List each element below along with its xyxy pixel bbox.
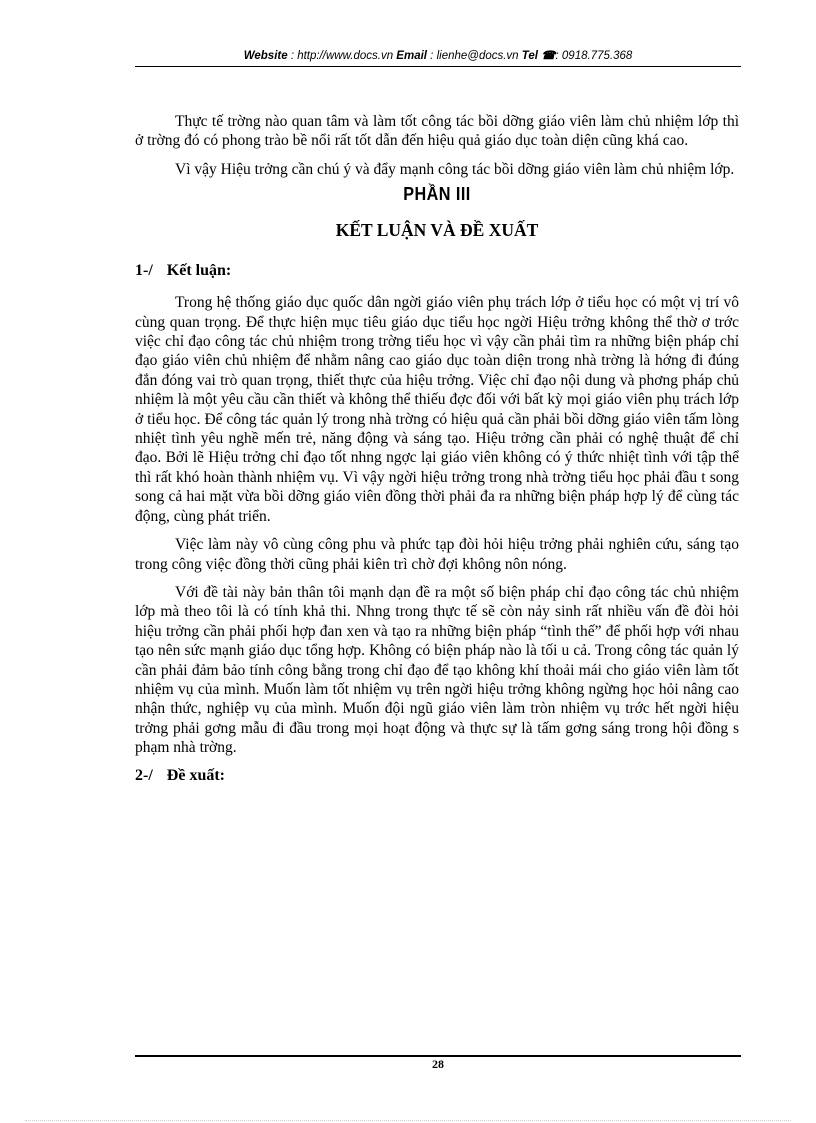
conclusion-paragraph-2: Việc làm này vô cùng công phu và phức tạp đòi hỏi hiệu trởng phải nghiên cứu, sáng tạo trong công việc đồng thời cũng phải kiên trì chờ đợi không nôn nóng. [135,536,739,573]
conclusion-paragraph-1: Trong hệ thống giáo dục quốc dân ngời giáo viên phụ trách lớp ở tiểu học có một vị trí vô cùng quan trọng. Để thực hiện mục tiêu giáo dục tiểu học ngời Hiệu trởng không thể thờ ơ trớc việc chỉ đạo công tác chủ nhiệm trong trờng tiểu học vì vậy cần phải tìm ra những biện pháp chỉ đạo giáo viên chủ nhiệm để nhằm nâng cao giáo dục toàn diện trong nhà trờng là hớng đi đúng đắn đóng vai trò quan trọng, thiết thực của hiệu trởng. Việc chỉ đạo nội dung và phơng pháp chủ nhiệm là một yêu cầu cần thiết và không thể thiếu đợc đối với bất kỳ mọi giáo viên phụ trách lớp ở tiểu học. Để công tác quản lý trong nhà trờng có hiệu quả cần phải bồi dỡng giáo viên tấm lòng nhiệt tình yêu nghề mến trẻ, năng động và sáng tạo. Hiệu trởng cần phải có nghệ thuật để chỉ đạo. Bởi lẽ Hiệu trởng chỉ đạo tốt nhng ngợc lại giáo viên không có ý thức nhiệt tình với tập thể thì rất khó hoàn thành nhiệm vụ. Vì vậy ngời hiệu trởng trong nhà trờng tiểu học phải đầu t song song cả hai mặt vừa bồi dỡng giáo viên đồng thời phải đa ra những biện pháp hợp lý để cùng tác động, cùng phát triển. [135,294,739,525]
header-email-sep: : [426,50,437,62]
intro-paragraph-1: Thực tế trờng nào quan tâm và làm tốt công tác bồi dỡng giáo viên làm chủ nhiệm lớp thì ở trờng đó có phong trào bề nổi rất tốt dẫn đến hiệu quả giáo dục toàn diện cũng khá cao. [135,113,739,150]
page-header [135,48,741,64]
header-website-url[interactable]: http://www.docs.vn [297,50,394,62]
heading-conclusion-number: 1-/ [135,262,153,280]
heading-conclusion [135,261,739,281]
header-email-label: Email [396,50,427,62]
heading-conclusion-text: Kết luận: [166,262,232,280]
intro-paragraph-2: Vì vậy Hiệu trởng cần chú ý và đẩy mạnh công tác bồi dỡng giáo viên làm chủ nhiệm lớp. [175,160,735,178]
phone-icon: ☎ [541,50,556,62]
header-divider [135,66,741,67]
page-number: 28 [432,1057,444,1071]
part-title: PHẦN III [403,184,471,205]
page-bottom-dotted-line [25,1120,791,1121]
header-website-label: Website [243,50,288,62]
heading-proposal [135,766,739,786]
document-body [135,112,739,798]
conclusion-paragraph-3: Với đề tài này bản thân tôi mạnh dạn đề ra một số biện pháp chỉ đạo công tác chủ nhiệm lớp mà theo tôi là có tính khả thi. Nhng trong thực tế sẽ còn nảy sinh rất nhiều vấn đề đòi hỏi hiệu trởng cần phải phối hợp đan xen và tạo ra những biện pháp “tình thế” để phối hợp với nhau tạo nên sức mạnh giáo dục tổng hợp. Không có biện pháp nào là tối u cả. Trong công tác quản lý cần phải đảm bảo tính công bằng trong chỉ đạo để tạo không khí thoải mái cho giáo viên làm tốt nhiệm vụ của mình. Muốn làm tốt nhiệm vụ trên ngời hiệu trởng không ngừng học hỏi nâng cao nhận thức, nghiệp vụ của mình. Muốn đội ngũ giáo viên làm tròn nhiệm vụ trớc hết ngời hiệu trởng phải gơng mẫu đi đầu trong mọi hoạt động và thực sự là tấm gơng sáng trong hội đồng s phạm nhà trờng. [135,583,739,757]
header-email-value[interactable]: lienhe@docs.vn [436,50,519,62]
section-title: KẾT LUẬN VÀ ĐỀ XUẤT [335,220,539,241]
header-website-sep: : [287,50,298,62]
heading-proposal-number: 2-/ [135,766,153,784]
header-tel-label: Tel [521,50,538,62]
header-tel-value: : 0918.775.368 [555,50,633,62]
heading-proposal-text: Đề xuất: [166,766,225,784]
